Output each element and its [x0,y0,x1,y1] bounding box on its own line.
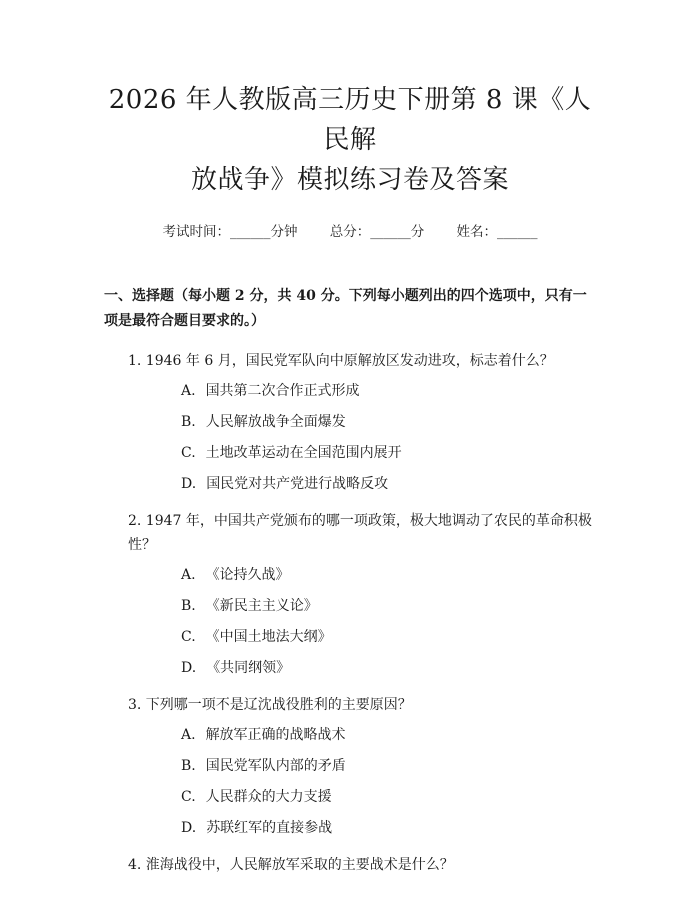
option-letter: C. [181,445,196,461]
option-letter: A. [181,383,196,399]
option-text: 国民党对共产党进行战略反攻 [206,476,389,492]
title-line-2: 放战争》模拟练习卷及答案 [190,165,509,195]
option-item [128,756,596,776]
option-text: 解放军正确的战略战术 [205,727,346,743]
option-letter: A. [181,567,196,583]
option-letter: C. [181,789,196,805]
student-name: 姓名：______ [456,224,538,240]
option-text: 国共第二次合作正式形成 [205,383,360,399]
question-list [104,349,596,877]
option-letter: D. [181,476,197,492]
option-item [128,596,596,616]
option-item [128,412,596,432]
option-text: 人民群众的大力支援 [205,789,332,805]
option-letter: C. [181,629,196,645]
option-item [128,443,596,463]
page-title [104,80,596,200]
question-text: 1. 1946 年 6 月，国民党军队向中原解放区发动进攻，标志着什么？ [128,353,554,369]
option-list [128,725,596,838]
option-letter: D. [181,820,197,836]
option-letter: B. [181,598,196,614]
question-item [104,853,596,877]
option-item [128,725,596,745]
option-item [128,565,596,585]
option-text: 《中国土地法大纲》 [205,629,332,645]
option-list [128,565,596,678]
question-item [104,693,596,838]
exam-meta [104,222,596,242]
option-letter: D. [181,660,197,676]
option-letter: A. [181,727,196,743]
option-text: 《共同纲领》 [206,660,291,676]
title-line-1: 2026 年人教版高三历史下册第 8 课《人民解 [108,85,592,155]
option-list [128,381,596,494]
question-text: 3. 下列哪一项不是辽沈战役胜利的主要原因？ [128,697,412,713]
option-letter: B. [181,414,196,430]
exam-time: 考试时间：______分钟 [162,224,298,240]
option-text: 《新民主主义论》 [205,598,318,614]
option-item [128,658,596,678]
option-letter: B. [181,758,196,774]
question-text: 2. 1947 年，中国共产党颁布的哪一项政策，极大地调动了农民的革命积极性？ [128,513,592,553]
option-item [128,787,596,807]
question-item [104,349,596,494]
option-text: 苏联红军的直接参战 [206,820,333,836]
option-item [128,818,596,838]
option-item [128,474,596,494]
option-text: 国民党军队内部的矛盾 [205,758,346,774]
option-text: 人民解放战争全面爆发 [205,414,346,430]
option-item [128,381,596,401]
exam-total-score: 总分：______分 [329,224,425,240]
option-text: 《论持久战》 [205,567,290,583]
option-item [128,627,596,647]
question-item [104,509,596,678]
section-heading: 一、选择题（每小题 2 分，共 40 分。下列每小题列出的四个选项中，只有一项是最符合题目要求的。） [104,288,587,329]
option-text: 土地改革运动在全国范围内展开 [205,445,402,461]
question-text: 4. 淮海战役中，人民解放军采取的主要战术是什么？ [128,857,454,873]
